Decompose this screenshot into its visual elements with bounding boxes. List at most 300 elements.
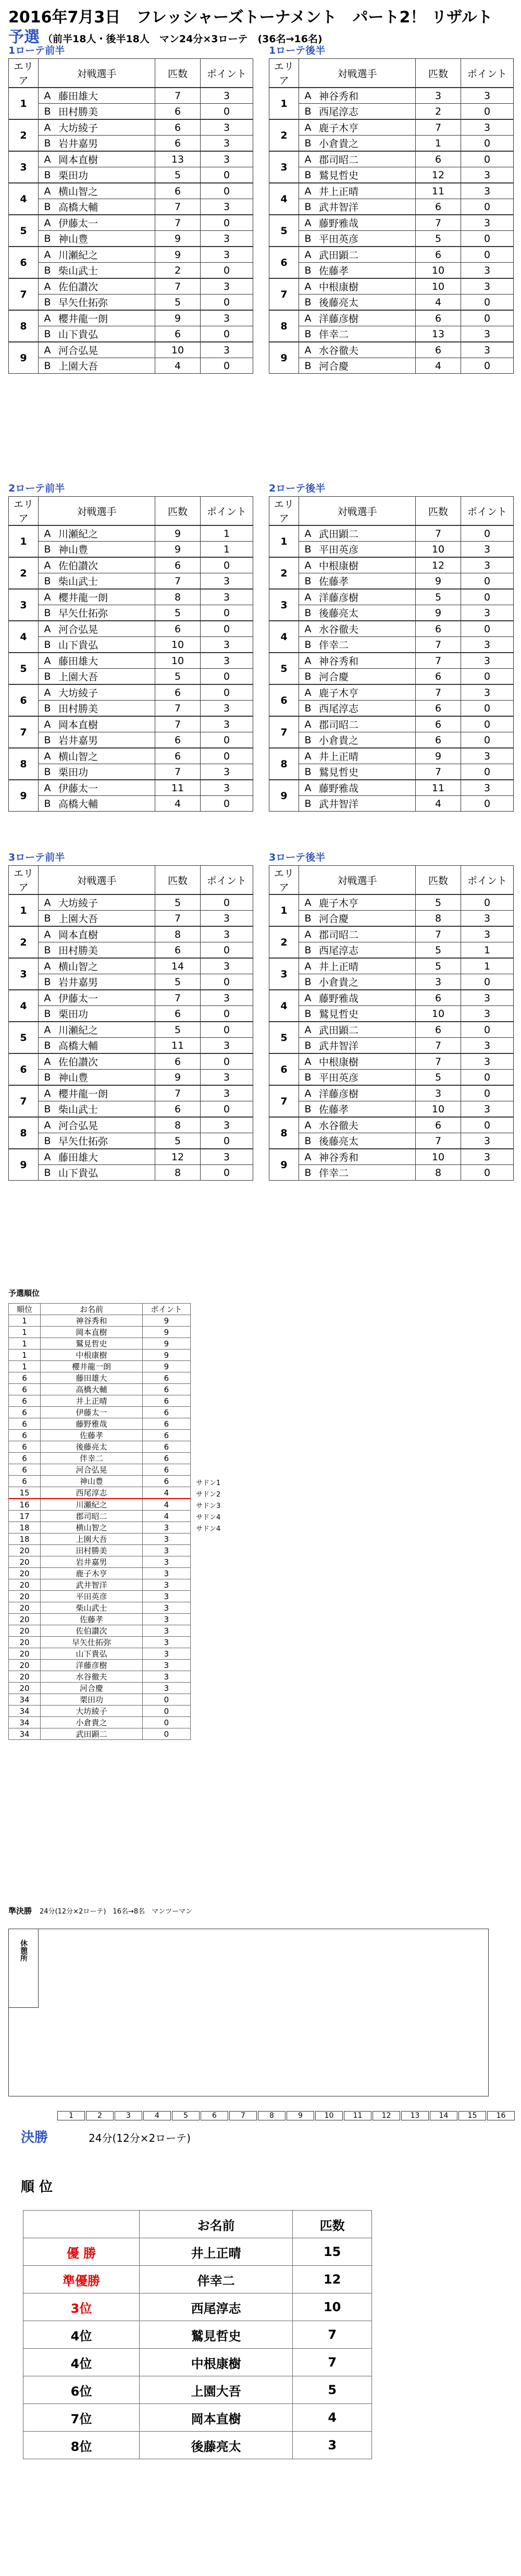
point-cell: 3 (201, 119, 253, 136)
point-cell: 0 (201, 167, 253, 183)
name-cell: 神谷秀和 (41, 1315, 143, 1327)
player-cell: 西尾淳志 (317, 701, 416, 717)
player-cell: 櫻井龍一朗 (56, 589, 155, 605)
table-row (269, 1006, 514, 1022)
final-name-cell: 後藤亮太 (140, 2432, 293, 2459)
count-cell: 7 (155, 215, 201, 231)
side-cell: A (39, 684, 57, 701)
point-cell: 0 (461, 358, 514, 374)
point-cell: 3 (142, 1683, 190, 1694)
final-rank-cell: 4位 (23, 2349, 140, 2376)
table-row (269, 1038, 514, 1054)
area-cell: 7 (9, 716, 39, 748)
col-point: ポイント (201, 497, 253, 526)
name-cell: 鹿子木亨 (41, 1568, 143, 1579)
point-cell: 0 (201, 605, 253, 621)
count-cell: 2 (416, 104, 461, 120)
player-cell: 平田英彦 (317, 1070, 416, 1086)
player-cell: 早矢仕拓弥 (56, 1133, 155, 1149)
point-cell: 3 (142, 1534, 190, 1545)
point-cell: 3 (461, 88, 514, 104)
side-cell: A (39, 88, 57, 104)
player-cell: 神山豊 (56, 542, 155, 558)
side-cell: B (299, 911, 317, 927)
area-cell: 1 (269, 525, 299, 557)
ranking-row (9, 1625, 191, 1637)
count-cell: 6 (416, 247, 461, 263)
area-cell: 5 (9, 215, 39, 247)
side-cell: B (299, 732, 317, 749)
count-cell: 6 (416, 669, 461, 685)
ranking-row (9, 1614, 191, 1625)
table-row (269, 1085, 514, 1101)
table-row (269, 88, 514, 104)
rank-cell: 20 (9, 1671, 41, 1683)
table-row (9, 716, 253, 732)
point-cell: 3 (461, 1053, 514, 1070)
point-cell: 3 (461, 167, 514, 183)
point-cell: 3 (461, 183, 514, 199)
player-cell: 伴幸二 (317, 637, 416, 653)
table-row (269, 310, 514, 326)
side-cell: B (39, 104, 57, 120)
point-cell: 0 (201, 358, 253, 374)
count-cell: 9 (155, 542, 201, 558)
col-count: 匹数 (155, 866, 201, 895)
table-row (269, 1101, 514, 1118)
name-cell: 大坊綾子 (41, 1706, 143, 1717)
area-cell: 4 (9, 183, 39, 215)
point-cell: 3 (201, 1070, 253, 1086)
side-cell: A (39, 310, 57, 326)
count-cell: 9 (155, 247, 201, 263)
side-cell: B (39, 637, 57, 653)
player-cell: 河合弘晃 (56, 1117, 155, 1133)
rank-cell: 34 (9, 1694, 41, 1706)
count-cell: 7 (155, 1085, 201, 1101)
table-row (269, 748, 514, 764)
point-cell: 0 (461, 1165, 514, 1181)
player-cell: 神谷秀和 (317, 88, 416, 104)
point-cell: 0 (201, 974, 253, 990)
count-cell: 6 (155, 748, 201, 764)
side-cell: A (299, 894, 317, 911)
table-row (269, 796, 514, 812)
table-row (269, 263, 514, 279)
table-row (9, 342, 253, 358)
ranking-row (9, 1338, 191, 1350)
point-cell: 3 (142, 1614, 190, 1625)
point-cell: 3 (201, 589, 253, 605)
point-cell: 0 (201, 684, 253, 701)
rank-cell: 20 (9, 1602, 41, 1614)
table-row (9, 621, 253, 637)
player-cell: 佐藤孝 (317, 1101, 416, 1118)
count-cell: 6 (155, 557, 201, 573)
count-cell: 7 (155, 911, 201, 927)
side-cell: A (39, 151, 57, 167)
area-cell: 2 (9, 557, 39, 589)
side-cell: B (39, 942, 57, 959)
point-cell: 0 (201, 1133, 253, 1149)
side-cell: B (299, 199, 317, 215)
count-cell: 10 (155, 653, 201, 669)
player-cell: 小倉貴之 (317, 732, 416, 749)
point-cell: 3 (201, 911, 253, 927)
name-cell: 神山豊 (41, 1476, 143, 1487)
table-row (9, 1133, 253, 1149)
ranking-col: ポイント (142, 1304, 190, 1315)
ranking-row (9, 1453, 191, 1464)
count-cell: 8 (416, 911, 461, 927)
count-cell: 6 (416, 199, 461, 215)
ranking-row (9, 1327, 191, 1338)
ranking-row (9, 1430, 191, 1441)
table-row (9, 199, 253, 215)
table-row (9, 88, 253, 104)
table-row (269, 278, 514, 295)
semi-player-number: 14 (430, 2111, 457, 2120)
point-cell: 3 (201, 637, 253, 653)
ranking-row (9, 1568, 191, 1579)
count-cell: 5 (155, 894, 201, 911)
player-cell: 中根康樹 (317, 1053, 416, 1070)
name-cell: 栗田功 (41, 1694, 143, 1706)
point-cell: 3 (201, 990, 253, 1006)
player-cell: 後藤亮太 (317, 1133, 416, 1149)
point-cell: 0 (201, 621, 253, 637)
table-row (9, 104, 253, 120)
final-row (23, 2349, 372, 2376)
rank-cell: 6 (9, 1464, 41, 1476)
table-row (269, 231, 514, 247)
table-row (9, 215, 253, 231)
side-cell: A (39, 926, 57, 942)
point-cell: 0 (461, 1070, 514, 1086)
player-cell: 岡本直樹 (56, 151, 155, 167)
table-row (269, 573, 514, 590)
player-cell: 郡司昭二 (317, 151, 416, 167)
side-cell: B (299, 167, 317, 183)
point-cell: 0 (461, 701, 514, 717)
table-row (269, 958, 514, 974)
side-cell: B (299, 1038, 317, 1054)
point-cell: 0 (201, 183, 253, 199)
area-cell: 6 (9, 247, 39, 278)
side-cell: A (299, 926, 317, 942)
player-cell: 大坊綾子 (56, 119, 155, 136)
point-cell: 3 (461, 684, 514, 701)
player-cell: 上園大吾 (56, 669, 155, 685)
ranking-col: お名前 (41, 1304, 143, 1315)
ranking-row (9, 1522, 191, 1534)
name-cell: 岩井嘉男 (41, 1556, 143, 1568)
player-cell: 伊藤太一 (56, 990, 155, 1006)
count-cell: 6 (416, 1022, 461, 1038)
point-cell: 0 (461, 573, 514, 590)
table-row (9, 653, 253, 669)
rank-cell: 16 (9, 1499, 41, 1511)
table-row (9, 1022, 253, 1038)
point-cell: 3 (142, 1579, 190, 1591)
count-cell: 8 (155, 589, 201, 605)
side-cell: B (299, 358, 317, 374)
table-row (9, 263, 253, 279)
point-cell: 0 (201, 326, 253, 342)
count-cell: 9 (155, 310, 201, 326)
side-cell: B (299, 326, 317, 342)
player-cell: 平田英彦 (317, 542, 416, 558)
side-cell: B (299, 637, 317, 653)
player-cell: 佐藤孝 (317, 263, 416, 279)
count-cell: 11 (155, 780, 201, 796)
point-cell: 3 (201, 278, 253, 295)
area-cell: 4 (269, 990, 299, 1022)
col-area: エリア (9, 59, 39, 88)
side-cell: A (39, 525, 57, 542)
area-cell: 7 (269, 278, 299, 310)
name-cell: 水谷徹夫 (41, 1671, 143, 1683)
side-cell: B (39, 231, 57, 247)
area-cell: 6 (9, 1053, 39, 1085)
side-cell: A (39, 1117, 57, 1133)
table-row (9, 557, 253, 573)
player-cell: 河合慶 (317, 911, 416, 927)
col-player: 対戦選手 (299, 497, 416, 526)
col-point: ポイント (461, 866, 514, 895)
name-cell: 武井智洋 (41, 1579, 143, 1591)
table-row (9, 167, 253, 183)
player-cell: 佐藤孝 (317, 573, 416, 590)
count-cell: 4 (155, 358, 201, 374)
rank-cell: 6 (9, 1418, 41, 1430)
ranking-row (9, 1706, 191, 1717)
point-cell: 3 (142, 1545, 190, 1556)
name-cell: 山下貴弘 (41, 1648, 143, 1660)
side-cell: B (39, 1006, 57, 1022)
side-cell: A (299, 684, 317, 701)
player-cell: 武田顕二 (317, 247, 416, 263)
table-row (269, 1117, 514, 1133)
col-player: 対戦選手 (299, 866, 416, 895)
table-row (269, 894, 514, 911)
area-cell: 3 (269, 589, 299, 621)
col-count: 匹数 (155, 497, 201, 526)
area-cell: 6 (269, 1053, 299, 1085)
sudden-note: サドン2 (196, 1491, 221, 1499)
point-cell: 0 (461, 231, 514, 247)
final-label: 決勝 (21, 2130, 48, 2145)
side-cell: B (39, 764, 57, 780)
side-cell: B (39, 1165, 57, 1181)
semi-player-number: 7 (229, 2111, 257, 2120)
area-cell: 9 (9, 342, 39, 374)
count-cell: 6 (416, 151, 461, 167)
point-cell: 0 (201, 669, 253, 685)
point-cell: 3 (142, 1602, 190, 1614)
player-cell: 佐伯讃次 (56, 278, 155, 295)
ranking-row (9, 1315, 191, 1327)
player-cell: 武田顕二 (317, 1022, 416, 1038)
point-cell: 0 (142, 1706, 190, 1717)
count-cell: 5 (416, 231, 461, 247)
side-cell: A (299, 215, 317, 231)
count-cell: 10 (155, 342, 201, 358)
ranking-row (9, 1671, 191, 1683)
final-table (23, 2210, 372, 2459)
count-cell: 6 (155, 104, 201, 120)
count-cell: 2 (155, 263, 201, 279)
side-cell: B (39, 605, 57, 621)
ranking-label: 予選順位 (8, 1289, 40, 1298)
player-cell: 小倉貴之 (317, 974, 416, 990)
count-cell: 6 (155, 732, 201, 749)
table-row (9, 764, 253, 780)
col-point: ポイント (461, 497, 514, 526)
table-row (9, 1085, 253, 1101)
count-cell: 9 (416, 605, 461, 621)
point-cell: 3 (201, 764, 253, 780)
sudden-note: サドン1 (196, 1479, 221, 1487)
point-cell: 3 (461, 326, 514, 342)
side-cell: B (39, 573, 57, 590)
count-cell: 6 (155, 621, 201, 637)
ranking-row (9, 1602, 191, 1614)
area-cell: 5 (9, 1022, 39, 1053)
side-cell: A (299, 748, 317, 764)
side-cell: B (39, 167, 57, 183)
player-cell: 岡本直樹 (56, 926, 155, 942)
point-cell: 3 (201, 926, 253, 942)
side-cell: B (299, 1006, 317, 1022)
area-cell: 8 (9, 310, 39, 342)
side-cell: B (39, 701, 57, 717)
point-cell: 0 (461, 589, 514, 605)
final-count-cell: 12 (293, 2266, 372, 2293)
side-cell: B (39, 136, 57, 152)
player-cell: 横山智之 (56, 183, 155, 199)
player-cell: 早矢仕拓弥 (56, 295, 155, 311)
table-row (9, 1165, 253, 1181)
final-name-cell: 中根康樹 (140, 2349, 293, 2376)
area-cell: 1 (269, 88, 299, 119)
area-cell: 3 (9, 958, 39, 990)
side-cell: B (299, 295, 317, 311)
point-cell: 3 (461, 342, 514, 358)
point-cell: 6 (142, 1407, 190, 1418)
count-cell: 4 (416, 358, 461, 374)
rank-cell: 34 (9, 1706, 41, 1717)
side-cell: A (39, 278, 57, 295)
rotation-table (8, 58, 253, 374)
point-cell: 6 (142, 1464, 190, 1476)
table-row (269, 358, 514, 374)
table-row (269, 215, 514, 231)
ranking-row (9, 1637, 191, 1648)
count-cell: 6 (416, 732, 461, 749)
point-cell: 0 (461, 151, 514, 167)
section-label: 2ローテ後半 (269, 483, 326, 494)
player-cell: 山下貴弘 (56, 326, 155, 342)
table-row (9, 151, 253, 167)
point-cell: 3 (201, 342, 253, 358)
table-row (9, 278, 253, 295)
count-cell: 6 (416, 716, 461, 732)
side-cell: B (39, 911, 57, 927)
table-row (269, 653, 514, 669)
count-cell: 8 (155, 1117, 201, 1133)
count-cell: 10 (416, 278, 461, 295)
table-row (269, 990, 514, 1006)
point-cell: 0 (461, 894, 514, 911)
player-cell: 河合弘晃 (56, 342, 155, 358)
table-row (9, 911, 253, 927)
table-row (269, 1053, 514, 1070)
count-cell: 9 (155, 525, 201, 542)
point-cell: 3 (201, 151, 253, 167)
count-cell: 7 (155, 716, 201, 732)
point-cell: 0 (461, 716, 514, 732)
side-cell: A (39, 621, 57, 637)
point-cell: 9 (142, 1327, 190, 1338)
name-cell: 櫻井龍一朗 (41, 1361, 143, 1372)
side-cell: B (39, 974, 57, 990)
final-count-cell: 5 (293, 2376, 372, 2404)
semi-player-number: 16 (487, 2111, 515, 2120)
point-cell: 0 (201, 894, 253, 911)
ranking-row (9, 1418, 191, 1430)
count-cell: 7 (416, 926, 461, 942)
side-cell: B (299, 942, 317, 959)
count-cell: 9 (416, 748, 461, 764)
point-cell: 4 (142, 1487, 190, 1499)
point-cell: 0 (461, 295, 514, 311)
count-cell: 12 (155, 1149, 201, 1165)
col-area: エリア (9, 497, 39, 526)
count-cell: 10 (416, 1101, 461, 1118)
point-cell: 3 (201, 701, 253, 717)
rank-cell: 6 (9, 1453, 41, 1464)
final-row (23, 2376, 372, 2404)
point-cell: 3 (461, 637, 514, 653)
count-cell: 9 (155, 231, 201, 247)
table-row (9, 974, 253, 990)
table-row (269, 605, 514, 621)
ranking-row (9, 1660, 191, 1671)
point-cell: 6 (142, 1384, 190, 1395)
point-cell: 0 (461, 732, 514, 749)
point-cell: 0 (201, 748, 253, 764)
count-cell: 6 (155, 942, 201, 959)
area-cell: 1 (9, 525, 39, 557)
count-cell: 7 (155, 764, 201, 780)
side-cell: B (299, 136, 317, 152)
area-cell: 3 (9, 589, 39, 621)
point-cell: 3 (461, 1133, 514, 1149)
table-row (269, 542, 514, 558)
player-cell: 伴幸二 (317, 326, 416, 342)
player-cell: 後藤亮太 (317, 605, 416, 621)
player-cell: 横山智之 (56, 958, 155, 974)
player-cell: 鷲見哲史 (317, 764, 416, 780)
section-label: 3ローテ後半 (269, 852, 326, 863)
point-cell: 0 (461, 764, 514, 780)
point-cell: 3 (461, 1149, 514, 1165)
final-rank-cell: 優 勝 (23, 2238, 140, 2266)
rank-cell: 20 (9, 1625, 41, 1637)
point-cell: 3 (461, 278, 514, 295)
table-row (9, 748, 253, 764)
